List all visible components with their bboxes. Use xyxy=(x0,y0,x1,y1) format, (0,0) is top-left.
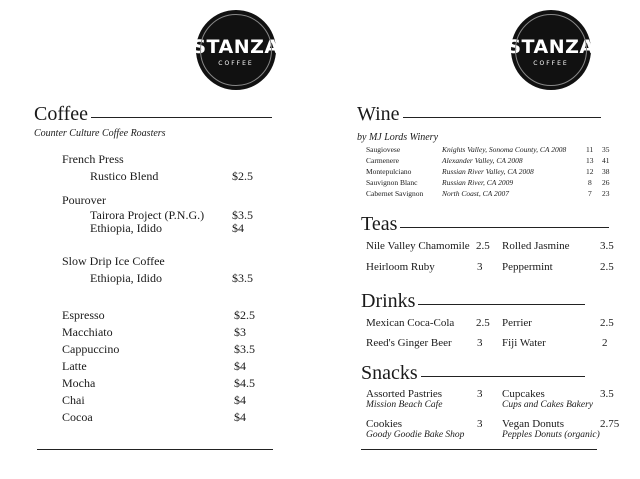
menu-item-price: 2.75 xyxy=(600,418,620,430)
menu-item-vendor: Mission Beach Cafe xyxy=(366,400,443,410)
menu-item-price: 2 xyxy=(602,337,608,349)
menu-item-price: $4 xyxy=(234,393,246,407)
menu-item-price: $3.5 xyxy=(234,342,255,356)
menu-item-price: $2.5 xyxy=(232,169,253,183)
wine-subtitle: by MJ Lords Winery xyxy=(357,132,439,143)
wine-name: Montepulciano xyxy=(366,167,412,176)
wine-bottle-price: 26 xyxy=(602,178,610,187)
menu-item-name: Mexican Coca-Cola xyxy=(366,317,455,329)
logo-name: STANZA xyxy=(507,35,595,58)
heading-rule xyxy=(91,117,272,118)
menu-item-price: $3.5 xyxy=(232,208,253,222)
menu-item-price: $4 xyxy=(232,221,244,235)
menu-item-name: Cupcakes xyxy=(502,388,545,400)
menu-item-name: Ethiopia, Idido xyxy=(90,271,162,285)
menu-item-name: Chai xyxy=(62,393,85,407)
wine-glass-price: 7 xyxy=(588,189,592,198)
logo-sub: COFFEE xyxy=(533,59,569,67)
menu-item-price: 2.5 xyxy=(600,261,614,273)
wine-title: Wine xyxy=(357,103,400,125)
menu-item-price: $4.5 xyxy=(234,376,255,390)
menu-item-name: Fiji Water xyxy=(502,337,546,349)
menu-item-vendor: Cups and Cakes Bakery xyxy=(502,400,594,410)
wine-bottle-price: 35 xyxy=(602,145,610,154)
menu-item-name: Rustico Blend xyxy=(90,169,159,183)
logo-ring xyxy=(200,14,272,86)
menu-item-name: Vegan Donuts xyxy=(502,418,565,430)
menu-item-price: 2.5 xyxy=(476,317,490,329)
wine-glass-price: 11 xyxy=(586,145,594,154)
wine-origin: Russian River Valley, CA 2008 xyxy=(442,167,534,176)
menu-item-name: Ethiopia, Idido xyxy=(90,221,162,235)
teas-title: Teas xyxy=(361,213,398,235)
menu-item-vendor: Pepples Donuts (organic) xyxy=(502,430,600,440)
menu-item-name: Tairora Project (P.N.G.) xyxy=(90,208,205,222)
menu-item-name: Perrier xyxy=(502,317,532,329)
menu-item-name: Cappuccino xyxy=(62,342,120,356)
stanza-logo-right xyxy=(507,10,595,90)
menu-item-price: 3.5 xyxy=(600,388,614,400)
wine-heading xyxy=(357,104,601,124)
menu-item-price: 3 xyxy=(477,261,483,273)
coffee-bottom-rule xyxy=(37,449,273,450)
menu-item-vendor: Goody Goodie Bake Shop xyxy=(366,430,465,440)
menu-item-price: 2.5 xyxy=(476,240,490,252)
menu-item-price: 3 xyxy=(477,388,483,400)
snacks-title: Snacks xyxy=(361,362,418,384)
wine-origin: Alexander Valley, CA 2008 xyxy=(442,156,523,165)
coffee-subtitle: Counter Culture Coffee Roasters xyxy=(34,128,166,139)
menu-item-price: $2.5 xyxy=(234,308,255,322)
wine-bottle-price: 41 xyxy=(602,156,610,165)
menu-item-price: 3 xyxy=(477,337,483,349)
menu-item-name: Rolled Jasmine xyxy=(502,240,570,252)
heading-rule xyxy=(400,227,609,228)
heading-rule xyxy=(421,376,585,377)
wine-glass-price: 13 xyxy=(586,156,594,165)
wine-origin: Knights Valley, Sonoma County, CA 2008 xyxy=(442,145,567,154)
french-press-label: French Press xyxy=(62,152,124,166)
wine-name: Sauvignon Blanc xyxy=(366,178,418,187)
drinks-title: Drinks xyxy=(361,290,416,312)
logo-name: STANZA xyxy=(192,35,280,58)
wine-glass-price: 8 xyxy=(588,178,592,187)
menu-item-name: Cookies xyxy=(366,418,403,430)
wine-name: Carmenere xyxy=(366,156,399,165)
wine-origin: Russian River, CA 2009 xyxy=(442,178,514,187)
slow-drip-label: Slow Drip Ice Coffee xyxy=(62,254,165,268)
coffee-title: Coffee xyxy=(34,103,89,125)
wine-origin: North Coast, CA 2007 xyxy=(442,189,509,198)
snacks-bottom-rule xyxy=(361,449,597,450)
heading-rule xyxy=(418,304,585,305)
menu-item-name: Peppermint xyxy=(502,261,553,273)
menu-item-price: 2.5 xyxy=(600,317,614,329)
teas-heading xyxy=(361,214,609,234)
wine-glass-price: 12 xyxy=(586,167,594,176)
wine-bottle-price: 38 xyxy=(602,167,610,176)
drinks-heading xyxy=(361,291,585,311)
snacks-heading xyxy=(361,363,585,383)
logo-sub: COFFEE xyxy=(218,59,254,67)
coffee-heading xyxy=(34,104,272,124)
wine-bottle-price: 23 xyxy=(602,189,610,198)
logo-ring xyxy=(515,14,587,86)
menu-item-name: Reed's Ginger Beer xyxy=(366,337,452,349)
menu-item-name: Heirloom Ruby xyxy=(366,261,435,273)
menu-item-name: Mocha xyxy=(62,376,96,390)
wine-name: Cabernet Savignon xyxy=(366,189,424,198)
menu-item-price: $4 xyxy=(234,410,246,424)
menu-item-name: Cocoa xyxy=(62,410,93,424)
menu-item-price: $3.5 xyxy=(232,271,253,285)
menu-item-price: $3 xyxy=(234,325,246,339)
menu-item-name: Nile Valley Chamomile xyxy=(366,240,470,252)
wine-name: Saugiovese xyxy=(366,145,401,154)
menu-item-price: $4 xyxy=(234,359,246,373)
stanza-logo-left xyxy=(192,10,280,90)
menu-item-price: 3 xyxy=(477,418,483,430)
menu-item-name: Macchiato xyxy=(62,325,113,339)
menu-item-price: 3.5 xyxy=(600,240,614,252)
pourover-label: Pourover xyxy=(62,193,106,207)
menu-item-name: Latte xyxy=(62,359,87,373)
menu-item-name: Espresso xyxy=(62,308,105,322)
menu-item-name: Assorted Pastries xyxy=(366,388,443,400)
heading-rule xyxy=(403,117,601,118)
